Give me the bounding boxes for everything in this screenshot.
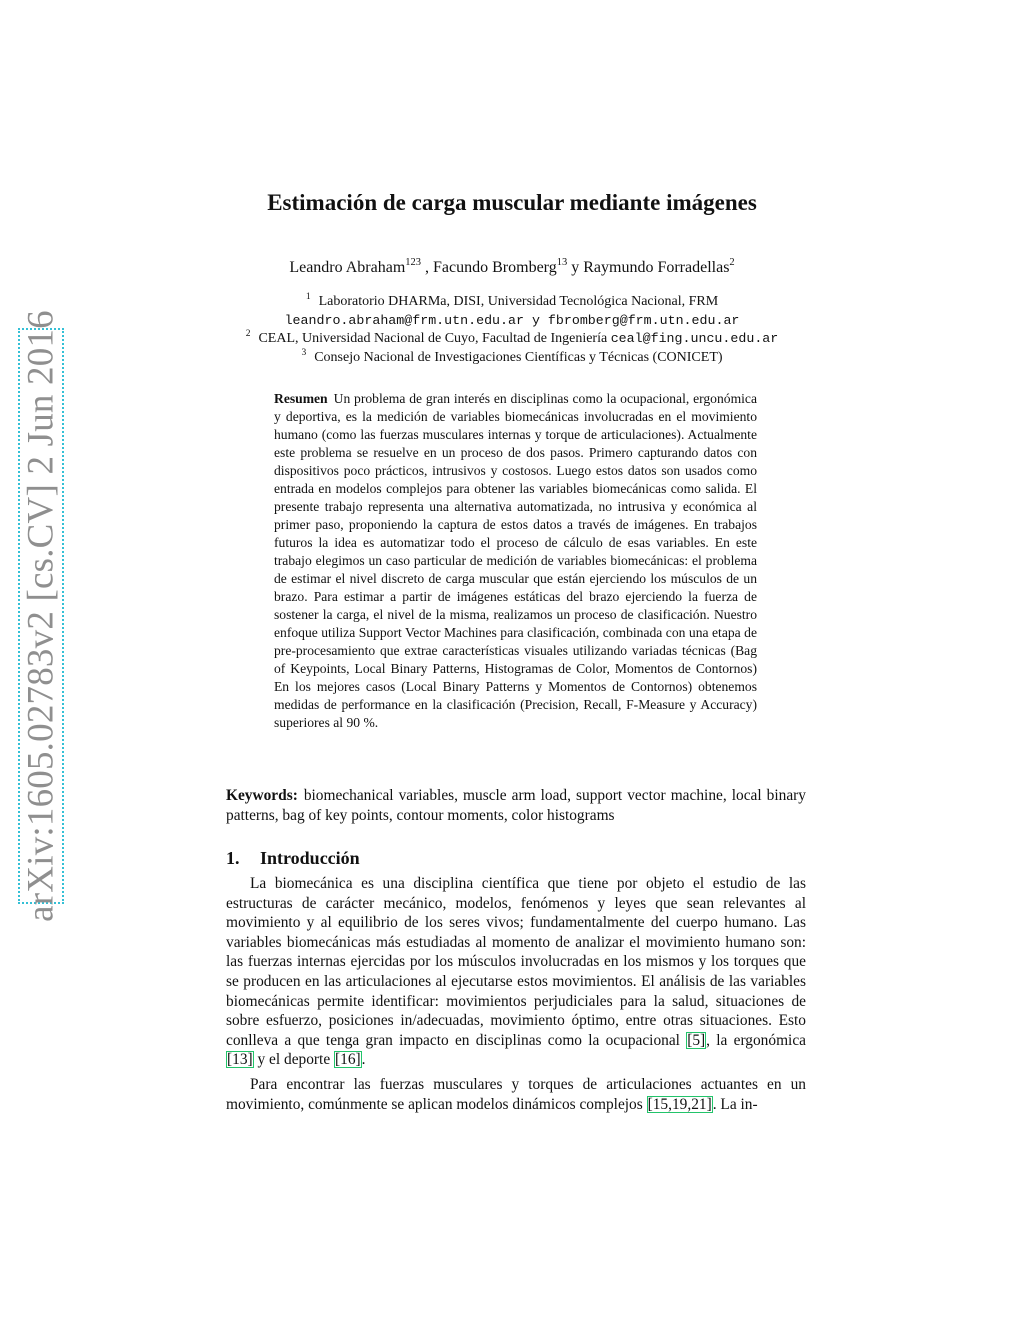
paper-title: Estimación de carga muscular mediante imágenes <box>267 190 757 215</box>
paragraph-text: . <box>361 1051 366 1069</box>
affiliations <box>0 293 1024 367</box>
author-name: Facundo Bromberg <box>433 259 557 276</box>
section-title: Introducción <box>260 848 360 868</box>
affiliation-marker: 2 <box>245 329 251 339</box>
affiliation-marker: 3 <box>301 347 307 358</box>
affiliation-1-emails[interactable]: leandro.abraham@frm.utn.edu.ar y fbromberg@frm.utn.edu.ar <box>284 312 740 328</box>
affiliation-text: Consejo Nacional de Investigaciones Científicas y Técnicas (CONICET) <box>314 349 723 365</box>
affiliation-marker: 1 <box>305 292 311 302</box>
author-separator: , <box>421 259 434 276</box>
paragraph-text: . La in- <box>712 1095 758 1113</box>
citation-link[interactable]: [15,19,21] <box>647 1095 712 1113</box>
citation-link[interactable]: [13] <box>227 1051 253 1069</box>
author-affiliation-marker: 2 <box>729 257 735 268</box>
section-number: 1. <box>226 848 240 868</box>
author-list <box>0 257 1024 279</box>
affiliation-2-email[interactable]: ceal@fing.uncu.edu.ar <box>610 331 779 346</box>
citation-link[interactable]: [16] <box>335 1051 361 1069</box>
paragraph-text: La biomecánica es una disciplina científica que tiene por objeto el estudio de las estructuras de carácter mecánico, modelos, fenómenos y leyes que sean relevantes al movimiento y al equilibrio de los seres vivos; fundamentalmente del cuerpo humano. Las variables biomecánicas más estudiadas al momento de analizar el movimiento humano son: las fuerzas internas ejercidas por los músculos involucradas en los mismos y los torques que se producen en las articulaciones al ejecutarse estos movimientos. El análisis de las variables biomecánicas permite identificar: movimientos perjudiciales para la salud, situaciones de sobre esfuerzo, posiciones in/adecuadas, movimiento óptimo, entre otras situaciones. Esto conlleva a que tenga gran impacto en disciplinas como la ocupacional <box>226 875 806 1049</box>
author-name: Leandro Abraham <box>289 259 406 276</box>
arxiv-stamp-text: arXiv:1605.02783v2 [cs.CV] 2 Jun 2016 <box>20 310 62 922</box>
abstract-heading: Resumen <box>274 391 328 406</box>
affiliation-2 <box>0 330 1024 349</box>
affiliation-1 <box>0 293 1024 312</box>
paragraph-text: y el deporte <box>253 1051 334 1069</box>
abstract-text: Un problema de gran interés en disciplinas como la ocupacional, ergonómica y deportiva, es la medición de variables biomecánicas involucradas en el movimiento humano (como las fuerzas musculares internas y torque de articulaciones). Actualmente este problema se resuelve en un proceso de dos pasos. Primero capturando datos con dispositivos poco prácticos, intrusivos y costosos. Luego estos datos son usados como entrada en modelos complejos para obtener las variables biomecánicas como salida. El presente trabajo representa una alternativa automatizada, no intrusiva y económica al primer paso, proponiendo la captura de estos datos a través de imágenes. En trabajos futuros la idea es automatizar todo el proceso de cálculo de esas variables. En este trabajo elegimos un caso particular de medición de variables biomecánicas: el problema de estimar el nivel discreto de carga muscular que están ejerciendo los músculos de un brazo. Para estimar a partir de imágenes estáticas del brazo ejerciendo la fuerza de sostener la carga, el nivel de la misma, realizamos un proceso de clasificación. Nuestro enfoque utiliza Support Vector Machines para clasificación, combinada con una etapa de pre-procesamiento que extrae características visuales utilizando variadas técnicas (Bag of Keypoints, Local Binary Patterns, Histogramas de Color, Momentos de Contornos) En los mejores casos (Local Binary Patterns y Momentos de Contornos) obtenemos medidas de performance en la clasificación (Precision, Recall, F-Measure y Accuracy) superiores al 90 %. <box>274 391 757 730</box>
body-paragraph-1 <box>226 874 806 1070</box>
abstract <box>274 390 757 732</box>
arxiv-stamp[interactable] <box>18 310 64 922</box>
affiliation-3 <box>0 349 1024 368</box>
author-affiliation-marker: 13 <box>556 257 568 268</box>
keywords-text: biomechanical variables, muscle arm load, support vector machine, local binary patterns, bag of key points, contour moments, color histograms <box>226 787 806 824</box>
affiliation-text: CEAL, Universidad Nacional de Cuyo, Facultad de Ingeniería <box>258 331 608 346</box>
section-heading <box>226 846 360 870</box>
keywords <box>226 786 806 826</box>
citation-link[interactable]: [5] <box>687 1031 706 1049</box>
paragraph-text: Para encontrar las fuerzas musculares y torques de articulaciones actuantes en un movimiento, comúnmente se aplican modelos dinámicos complejos <box>226 1076 806 1113</box>
affiliation-text: Laboratorio DHARMa, DISI, Universidad Tecnológica Nacional, FRM <box>318 294 719 309</box>
author-separator: y <box>567 259 584 276</box>
keywords-heading: Keywords: <box>226 787 298 804</box>
paragraph-text: , la ergonómica <box>706 1031 806 1049</box>
author-affiliation-marker: 123 <box>405 257 422 268</box>
body-paragraph-2 <box>226 1075 806 1114</box>
author-name: Raymundo Forradellas <box>583 259 730 276</box>
